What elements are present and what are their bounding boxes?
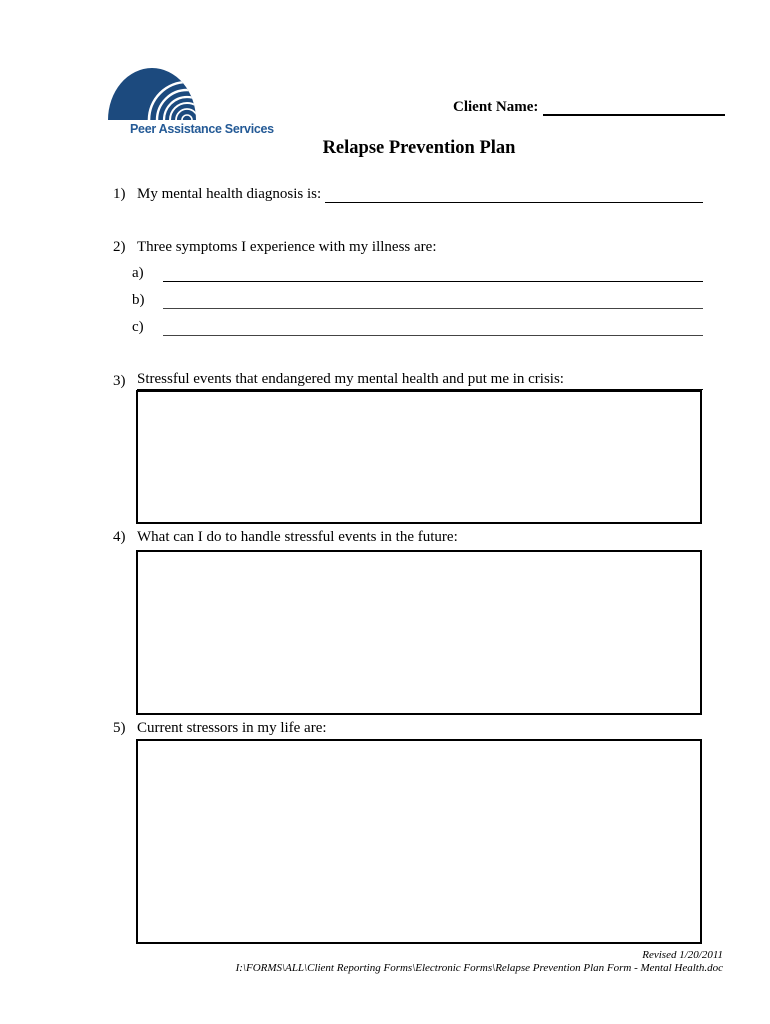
footer-revised-date: Revised 1/20/2011 bbox=[642, 949, 723, 961]
item-2b-letter: b) bbox=[132, 292, 145, 308]
item-5-label: Current stressors in my life are: bbox=[137, 720, 327, 736]
item-5 bbox=[113, 720, 703, 737]
item-2-label: Three symptoms I experience with my illness are: bbox=[137, 239, 437, 255]
footer-file-path: I:\FORMS\ALL\Client Reporting Forms\Electronic Forms\Relapse Prevention Plan Form - Mental Health.doc bbox=[235, 962, 723, 974]
client-name-label: Client Name: bbox=[453, 99, 539, 115]
item-3-label: Stressful events that endangered my mental health and put me in crisis: bbox=[137, 371, 703, 390]
item-5-response-box[interactable] bbox=[136, 739, 702, 944]
item-3-response-box[interactable] bbox=[136, 390, 702, 524]
item-3-number: 3) bbox=[113, 373, 126, 389]
item-5-number: 5) bbox=[113, 720, 126, 736]
item-2c bbox=[132, 318, 703, 336]
item-2-number: 2) bbox=[113, 239, 126, 255]
item-2c-blank[interactable] bbox=[163, 318, 703, 336]
item-2b-blank[interactable] bbox=[163, 291, 703, 309]
client-name-blank[interactable] bbox=[543, 99, 725, 116]
dome-arcs-icon bbox=[108, 68, 268, 120]
item-2a-letter: a) bbox=[132, 265, 144, 281]
client-name-row bbox=[453, 99, 725, 116]
item-1 bbox=[113, 185, 703, 203]
logo bbox=[108, 68, 274, 136]
item-2 bbox=[113, 239, 703, 256]
item-1-number: 1) bbox=[113, 186, 126, 202]
item-2c-letter: c) bbox=[132, 319, 144, 335]
item-2b bbox=[132, 291, 703, 309]
item-2a-blank[interactable] bbox=[163, 264, 703, 282]
logo-wordmark: Peer Assistance Services bbox=[130, 122, 274, 136]
footer bbox=[236, 949, 723, 975]
item-2a bbox=[132, 264, 703, 282]
item-4 bbox=[113, 529, 703, 546]
item-1-label: My mental health diagnosis is: bbox=[137, 186, 322, 202]
item-3 bbox=[113, 371, 703, 390]
item-4-number: 4) bbox=[113, 529, 126, 545]
item-4-label: What can I do to handle stressful events in the future: bbox=[137, 529, 458, 545]
page-title: Relapse Prevention Plan bbox=[322, 138, 516, 158]
item-4-response-box[interactable] bbox=[136, 550, 702, 715]
item-1-blank[interactable] bbox=[325, 185, 703, 203]
